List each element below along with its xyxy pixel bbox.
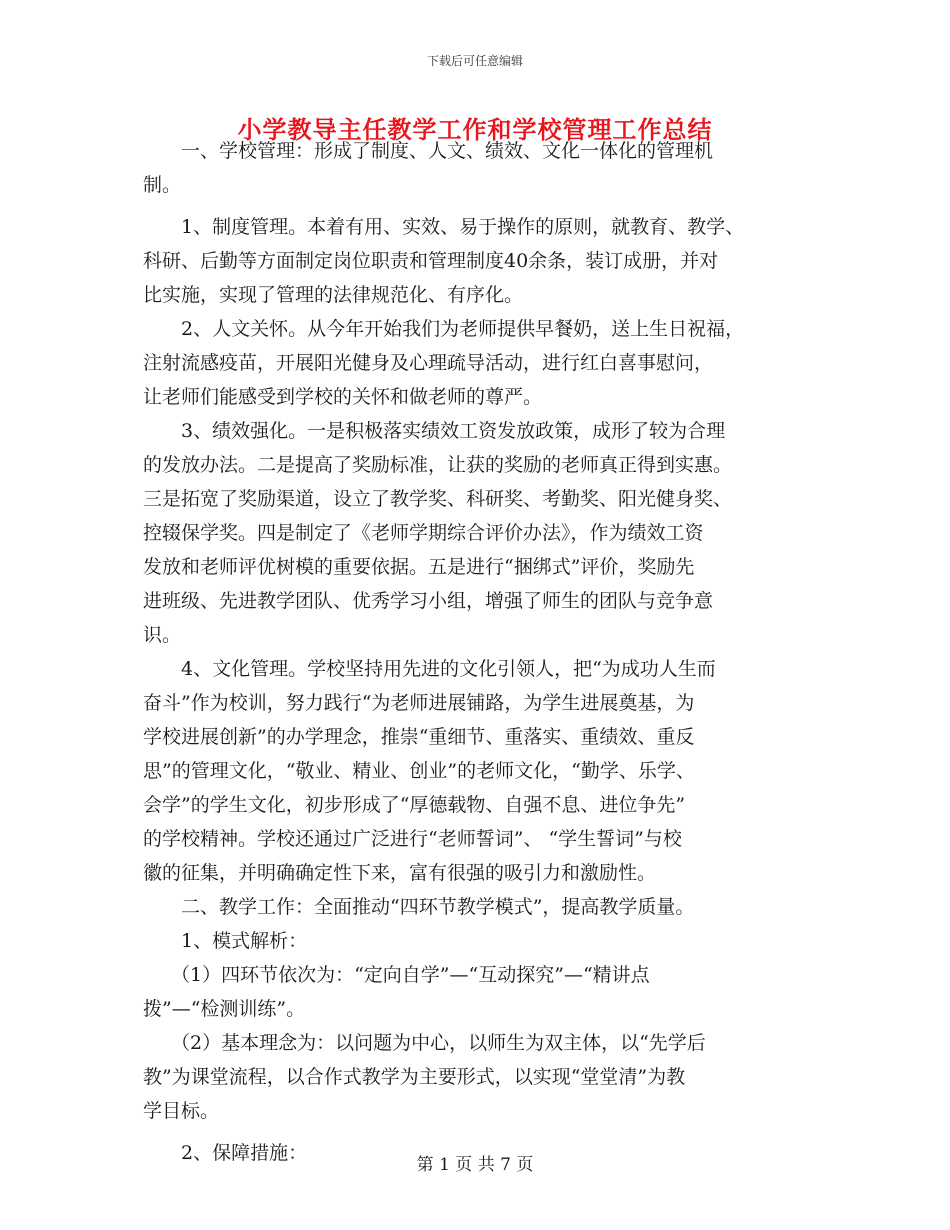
- body-line: 进班级、先进教学团队、优秀学习小组，增强了师生的团队与竞争意: [143, 590, 714, 612]
- body-line: 2、人文关怀。从今年开始我们为老师提供早餐奶，送上生日祝福，: [181, 318, 745, 340]
- body-line: 学目标。: [143, 1100, 220, 1122]
- body-line: 二、教学工作：全面推动“四环节教学模式”，提高教学质量。: [181, 896, 695, 918]
- body-line: 1、模式解析：: [181, 930, 308, 952]
- body-line: 注射流感疫苗，开展阳光健身及心理疏导活动，进行红白喜事慰问，: [143, 352, 714, 374]
- body-line: 4、文化管理。学校坚持用先进的文化引领人，把“为成功人生而: [181, 658, 716, 680]
- body-line: 让老师们能感受到学校的关怀和做老师的尊严。: [143, 386, 543, 408]
- body-line: 会学”的学生文化，初步形成了“厚德载物、自强不息、进位争先”: [143, 794, 686, 816]
- body-line: 三是拓宽了奖励渠道，设立了教学奖、科研奖、考勤奖、阳光健身奖、: [143, 488, 733, 510]
- body-line: 奋斗”作为校训，努力践行“为老师进展铺路，为学生进展奠基，为: [143, 692, 695, 714]
- body-line: 的发放办法。二是提高了奖励标准，让获的奖励的老师真正得到实惠。: [143, 454, 733, 476]
- body-line: 学校进展创新”的办学理念，推崇“重细节、重落实、重绩效、重反: [143, 726, 695, 748]
- body-line: 3、绩效强化。一是积极落实绩效工资发放政策，成形了较为合理: [181, 420, 726, 442]
- page-number-footer: 第 1 页 共 7 页: [416, 1155, 534, 1175]
- body-line: 发放和老师评优树模的重要依据。五是进行“捆绑式”评价，奖励先: [143, 556, 695, 578]
- body-line: 1、制度管理。本着有用、实效、易于操作的原则，就教育、教学、: [181, 216, 745, 238]
- body-line: 2、保障措施：: [181, 1142, 308, 1164]
- body-line: 拨”—“检测训练”。: [143, 998, 306, 1020]
- body-line: 控辍保学奖。四是制定了《老师学期综合评价办法》，作为绩效工资: [143, 522, 704, 544]
- body-line: （2）基本理念为：以问题为中心，以师生为双主体，以“先学后: [171, 1032, 706, 1054]
- body-line: （1）四环节依次为：“定向自学”—“互动探究”—“精讲点: [171, 964, 650, 986]
- body-line: 识。: [143, 624, 182, 646]
- body-line: 比实施，实现了管理的法律规范化、有序化。: [143, 284, 524, 306]
- body-line: 的学校精神。学校还通过广泛进行“老师誓词”、 “学生誓词”与校: [143, 828, 682, 850]
- document-body: [143, 134, 833, 1170]
- body-line: 科研、后勤等方面制定岗位职责和管理制度40余条，装订成册，并对: [143, 250, 719, 272]
- body-line: 一、学校管理：形成了制度、人文、绩效、文化一体化的管理机: [181, 140, 714, 162]
- body-line: 教”为课堂流程，以合作式教学为主要形式，以实现“堂堂清”为教: [143, 1066, 686, 1088]
- body-line: 思”的管理文化，“敬业、精业、创业”的老师文化，“勤学、乐学、: [143, 760, 695, 782]
- page-header-note: 下载后可任意编辑: [426, 54, 523, 68]
- document-title: 小学教导主任教学工作和学校管理工作总结: [237, 115, 713, 144]
- body-line: 制。: [143, 174, 182, 196]
- body-line: 徽的征集，并明确确定性下来，富有很强的吸引力和激励性。: [143, 862, 657, 884]
